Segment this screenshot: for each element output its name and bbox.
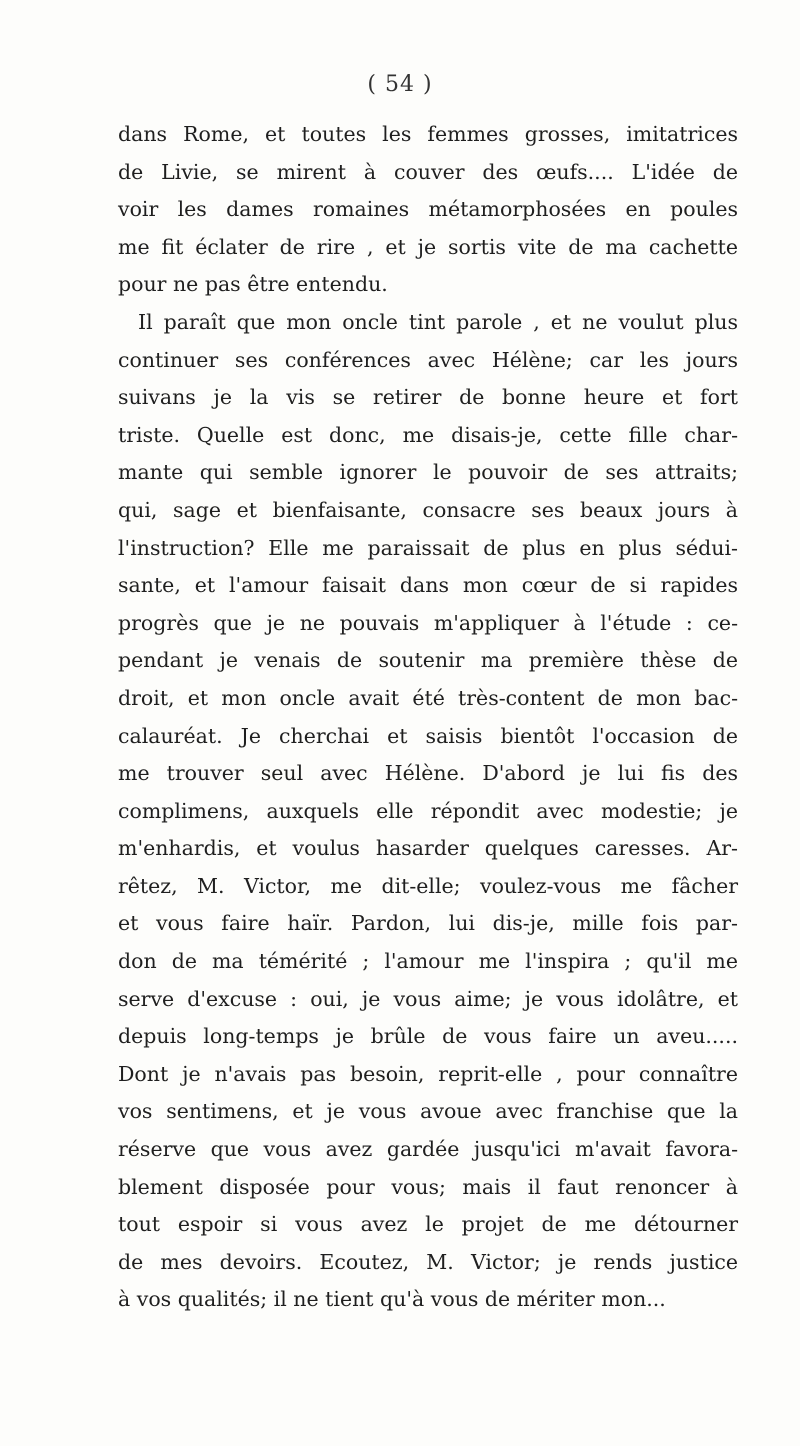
- text-line: suivans je la vis se retirer de bonne heure et fort: [118, 385, 738, 410]
- text-line: progrès que je ne pouvais m'appliquer à l'étude : ce-: [118, 610, 738, 635]
- text-line: m'enhardis, et voulus hasarder quelques caresses. Ar-: [118, 836, 738, 861]
- body-text: [118, 116, 738, 1319]
- text-line: complimens, auxquels elle répondit avec modestie; je: [118, 798, 738, 823]
- text-line: mante qui semble ignorer le pouvoir de ses attraits;: [118, 460, 738, 485]
- text-line: vos sentimens, et je vous avoue avec franchise que la: [118, 1099, 738, 1124]
- text-line: voir les dames romaines métamorphosées en poules: [118, 197, 738, 222]
- text-line: depuis long-temps je brûle de vous faire un aveu.....: [118, 1024, 738, 1049]
- text-line: Il paraît que mon oncle tint parole , et ne voulut plus: [138, 309, 738, 334]
- text-line: de Livie, se mirent à couver des œufs.... L'idée de: [118, 159, 738, 184]
- text-line: dans Rome, et toutes les femmes grosses, imitatrices: [118, 122, 738, 146]
- text-line: et vous faire haïr. Pardon, lui dis-je, mille fois par-: [118, 911, 738, 936]
- text-line: don de ma témérité ; l'amour me l'inspira ; qu'il me: [118, 949, 738, 974]
- text-line: triste. Quelle est donc, me disais-je, cette fille char-: [118, 422, 738, 447]
- page-number: ( 54 ): [367, 72, 433, 97]
- text-line: serve d'excuse : oui, je vous aime; je vous idolâtre, et: [118, 986, 738, 1011]
- text-line: réserve que vous avez gardée jusqu'ici m'avait favora-: [118, 1137, 738, 1162]
- text-line: l'instruction? Elle me paraissait de plus en plus sédui-: [118, 535, 738, 560]
- text-line: pendant je venais de soutenir ma première thèse de: [118, 648, 738, 673]
- text-line: me fit éclater de rire , et je sortis vite de ma cachette: [118, 234, 738, 259]
- text-line: blement disposée pour vous; mais il faut renoncer à: [118, 1174, 738, 1199]
- text-line: me trouver seul avec Hélène. D'abord je lui fis des: [118, 761, 738, 786]
- text-line: sante, et l'amour faisait dans mon cœur de si rapides: [118, 573, 738, 598]
- text-line: Dont je n'avais pas besoin, reprit-elle , pour connaître: [118, 1061, 738, 1086]
- text-line: continuer ses conférences avec Hélène; car les jours: [118, 347, 738, 372]
- text-line: qui, sage et bienfaisante, consacre ses beaux jours à: [118, 497, 738, 522]
- text-line: de mes devoirs. Ecoutez, M. Victor; je rends justice: [118, 1249, 738, 1274]
- text-line: rêtez, M. Victor, me dit-elle; voulez-vous me fâcher: [118, 873, 738, 898]
- text-line: pour ne pas être entendu.: [118, 272, 388, 297]
- text-line: tout espoir si vous avez le projet de me détourner: [118, 1212, 738, 1237]
- text-line: calauréat. Je cherchai et saisis bientôt l'occasion de: [118, 723, 738, 748]
- text-line: droit, et mon oncle avait été très-content de mon bac-: [118, 685, 738, 710]
- text-line: à vos qualités; il ne tient qu'à vous de mériter mon...: [118, 1287, 666, 1312]
